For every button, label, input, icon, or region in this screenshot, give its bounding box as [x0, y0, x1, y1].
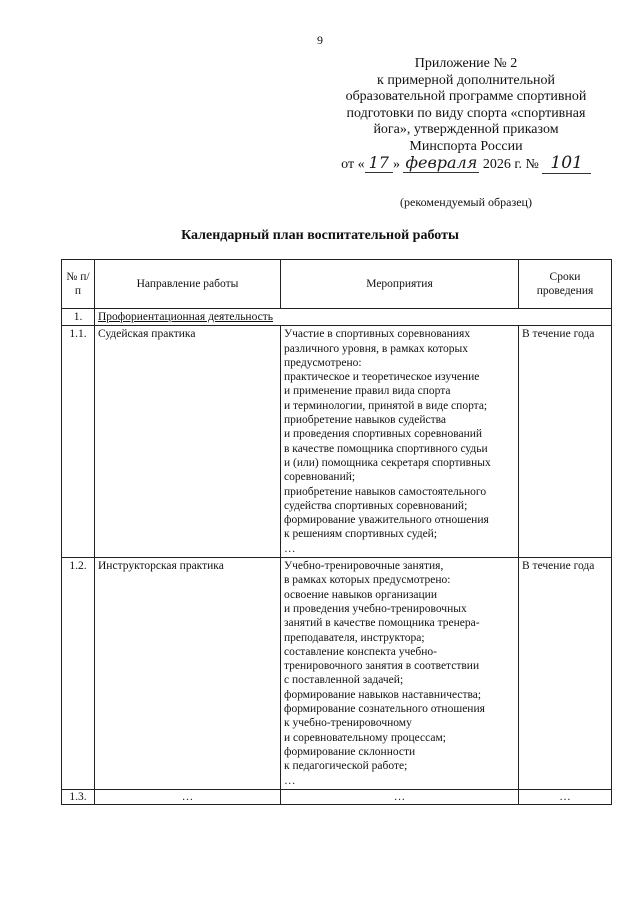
- header-period: Сроки проведения: [519, 260, 612, 309]
- activity-line: приобретение навыков судейства: [284, 414, 447, 427]
- appendix-line: образовательной программе спортивной: [345, 89, 587, 104]
- activity-line: освоение навыков организации: [284, 588, 437, 601]
- activity-line: формирование сознательного отношения: [284, 703, 485, 716]
- activity-line: Учебно-тренировочные занятия,: [284, 560, 444, 573]
- order-day-handwritten: 17: [365, 153, 393, 173]
- row-direction: …: [95, 789, 281, 804]
- row-direction: Судейская практика: [95, 326, 281, 558]
- activity-line: и применение правил вида спорта: [284, 385, 451, 398]
- activity-line: судейства спортивных соревнований;: [284, 499, 468, 512]
- table-row: [62, 789, 612, 804]
- table-row: [62, 558, 612, 790]
- page-number: 9: [317, 33, 323, 47]
- recommended-note: (рекомендуемый образец): [400, 195, 532, 209]
- row-activities: [281, 789, 519, 804]
- activity-line: …: [284, 774, 296, 787]
- appendix-line: к примерной дополнительной: [377, 72, 555, 88]
- header-direction: Направление работы: [95, 260, 281, 309]
- table-row: [62, 326, 612, 558]
- plan-table: [61, 259, 612, 805]
- section-number: 1.: [62, 309, 95, 326]
- activity-line: и соревновательному процессам;: [284, 731, 446, 744]
- row-period: В течение года: [519, 326, 612, 558]
- order-number-handwritten: 101: [542, 153, 590, 174]
- header-activities: Мероприятия: [281, 260, 519, 309]
- activity-line: формирование склонности: [284, 745, 416, 758]
- activity-line: …: [284, 542, 296, 555]
- activity-line: соревнований;: [284, 471, 356, 484]
- activity-line: занятий в качестве помощника тренера-: [284, 617, 480, 630]
- activity-line: к решениям спортивных судей;: [284, 528, 438, 541]
- section-title: Профориентационная деятельность: [95, 309, 612, 326]
- row-period: В течение года: [519, 558, 612, 790]
- order-year: 2026 г. №: [482, 157, 539, 172]
- activity-line: и проведения спортивных соревнований: [284, 428, 483, 441]
- table-header-row: [62, 260, 612, 309]
- activity-line: формирование уважительного отношения: [284, 514, 489, 527]
- activity-line: в рамках которых предусмотрено:: [284, 574, 451, 587]
- appendix-line: йога», утвержденной приказом: [373, 122, 559, 137]
- activity-line: преподавателя, инструктора;: [284, 631, 425, 644]
- activity-line: различного уровня, в рамках которых: [284, 342, 468, 355]
- order-line: [318, 155, 614, 174]
- appendix-line: Приложение № 2: [414, 56, 518, 71]
- activity-line: Участие в спортивных соревнованиях: [284, 328, 471, 341]
- activity-line: с поставленной задачей;: [284, 674, 404, 687]
- appendix-line: подготовки по виду спорта «спортивная: [346, 105, 586, 121]
- activity-line: к учебно-тренировочному: [284, 717, 412, 730]
- row-activities: [281, 558, 519, 790]
- row-activities: [281, 326, 519, 558]
- activity-line: …: [393, 790, 406, 803]
- activity-line: практическое и теоретическое изучение: [284, 371, 480, 384]
- order-prefix: от «: [341, 157, 365, 172]
- activity-line: и проведения учебно-тренировочных: [284, 602, 467, 615]
- activity-line: в качестве помощника спортивного судьи: [284, 442, 488, 455]
- activity-line: к педагогической работе;: [284, 760, 408, 773]
- row-number: 1.2.: [62, 558, 95, 790]
- appendix-header: [318, 56, 614, 174]
- row-period: …: [519, 789, 612, 804]
- activity-line: и (или) помощника секретаря спортивных: [284, 456, 491, 469]
- row-number: 1.1.: [62, 326, 95, 558]
- order-mid: »: [392, 157, 400, 172]
- activity-line: и терминологии, принятой в виде спорта;: [284, 399, 488, 412]
- appendix-line: Минспорта России: [409, 138, 523, 154]
- activity-line: составление конспекта учебно-: [284, 645, 437, 658]
- activity-line: приобретение навыков самостоятельного: [284, 485, 487, 498]
- activity-line: тренировочного занятия в соответствии: [284, 660, 480, 673]
- document-title: Календарный план воспитательной работы: [181, 228, 459, 243]
- header-number: № п/п: [62, 260, 95, 309]
- activity-line: формирование навыков наставничества;: [284, 688, 482, 701]
- section-row: [62, 309, 612, 326]
- row-direction: Инструкторская практика: [95, 558, 281, 790]
- order-month-handwritten: февраля: [405, 153, 478, 172]
- row-number: 1.3.: [62, 789, 95, 804]
- activity-line: предусмотрено:: [284, 356, 362, 369]
